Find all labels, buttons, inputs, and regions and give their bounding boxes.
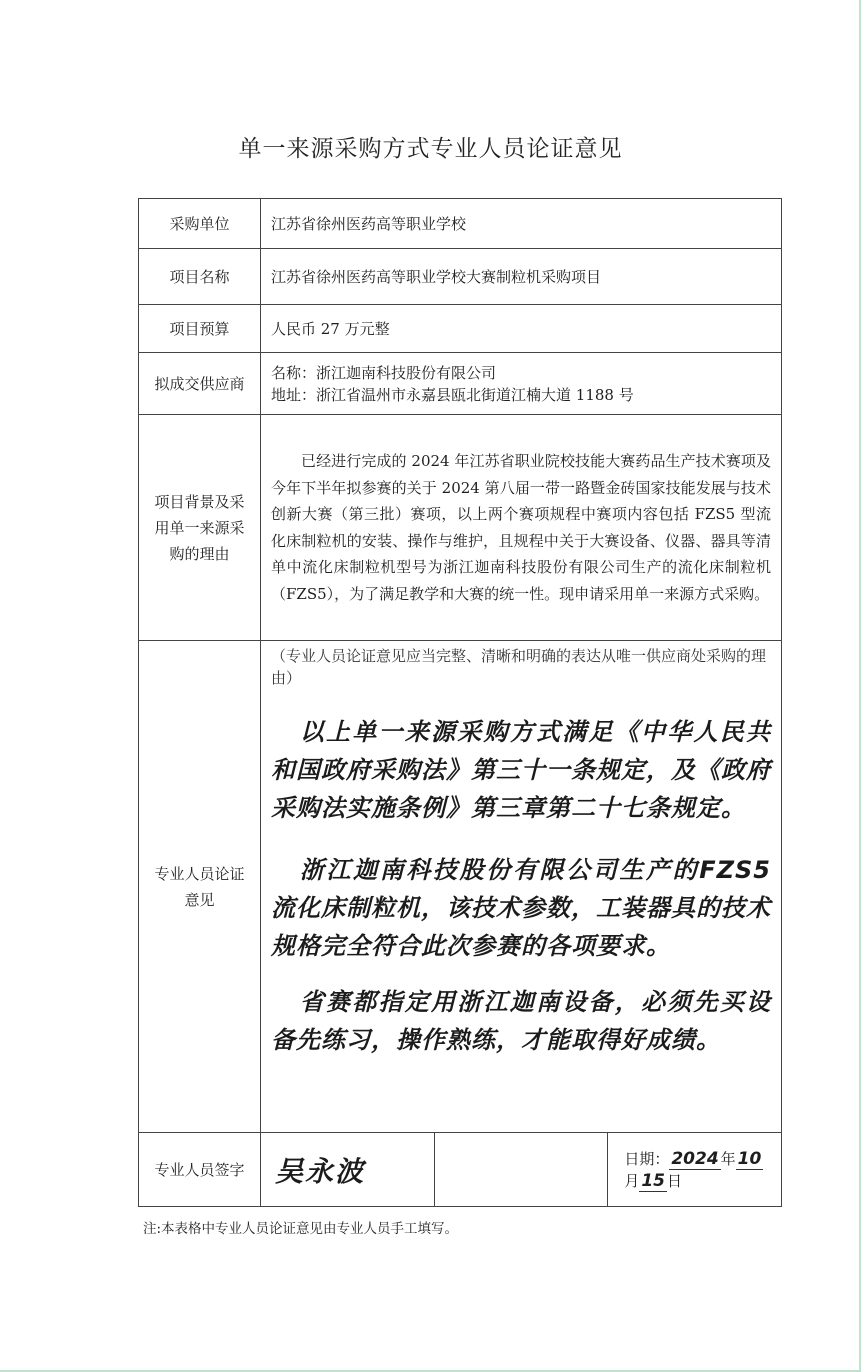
date-month: 10 <box>737 1148 762 1169</box>
row-purchaser <box>139 199 782 249</box>
supplier-address: 地址：浙江省温州市永嘉县瓯北街道江楠大道 1188 号 <box>271 385 634 404</box>
date-day-unit: 日 <box>667 1171 683 1190</box>
date-year-unit: 年 <box>720 1149 736 1168</box>
supplier-label: 拟成交供应商 <box>139 353 261 415</box>
date-year: 2024 <box>671 1148 719 1169</box>
opinion-prompt: （专业人员论证意见应当完整、清晰和明确的表达从唯一供应商处采购的理由） <box>271 647 767 687</box>
row-signature <box>139 1133 782 1207</box>
purchaser-value: 江苏省徐州医药高等职业学校 <box>261 199 782 249</box>
opinion-label: 专业人员论证意见 <box>139 641 261 1133</box>
signature-cell <box>261 1133 435 1207</box>
row-opinion <box>139 641 782 1133</box>
budget-value: 人民币 27 万元整 <box>261 305 782 353</box>
date-day: 15 <box>641 1170 665 1191</box>
date-label: 日期： <box>624 1149 670 1168</box>
row-background <box>139 415 782 641</box>
supplier-name: 名称：浙江迦南科技股份有限公司 <box>271 363 497 382</box>
background-text: 已经进行完成的 2024 年江苏省职业院校技能大赛药品生产技术赛项及今年下半年拟参赛的关于 2024 第八届一带一路暨金砖国家技能发展与技术创新大赛（第三批）赛项，以上两个赛项规程中赛项内容包括 FZS5 型流化床制粒机的安装、操作与维护，且规程中关于大赛设备、仪器、器具等清单中流化床制粒机型号为浙江迦南科技股份有限公司生产的流化床制粒机（FZS5），为了满足教学和大赛的统一性。现申请采用单一来源方式采购。 <box>261 415 782 641</box>
footnote: 注:本表格中专业人员论证意见由专业人员手工填写。 <box>143 1221 459 1237</box>
purchaser-label: 采购单位 <box>139 199 261 249</box>
row-budget <box>139 305 782 353</box>
handwritten-opinion-1: 以上单一来源采购方式满足《中华人民共和国政府采购法》第三十一条规定，及《政府采购法实施条例》第三章第二十七条规定。 <box>271 718 771 822</box>
supplier-value <box>261 353 782 415</box>
handwritten-signature: 吴永波 <box>275 1154 366 1188</box>
page-title: 单一来源采购方式专业人员论证意见 <box>238 136 623 162</box>
form-table <box>138 198 782 1207</box>
handwritten-opinion-3: 省赛都指定用浙江迦南设备，必须先买设备先练习，操作熟练，才能取得好成绩。 <box>271 988 771 1054</box>
project-name-value: 江苏省徐州医药高等职业学校大赛制粒机采购项目 <box>261 249 782 305</box>
row-supplier <box>139 353 782 415</box>
opinion-cell <box>261 641 782 1133</box>
handwritten-opinion-2: 浙江迦南科技股份有限公司生产的FZS5流化床制粒机，该技术参数，工装器具的技术规格完全符合此次参赛的各项要求。 <box>271 856 771 960</box>
project-name-label: 项目名称 <box>139 249 261 305</box>
date-cell <box>608 1133 782 1207</box>
date-month-unit: 月 <box>624 1171 640 1190</box>
budget-label: 项目预算 <box>139 305 261 353</box>
background-label: 项目背景及采用单一来源采购的理由 <box>139 415 261 641</box>
row-project-name <box>139 249 782 305</box>
signature-label: 专业人员签字 <box>139 1133 261 1207</box>
